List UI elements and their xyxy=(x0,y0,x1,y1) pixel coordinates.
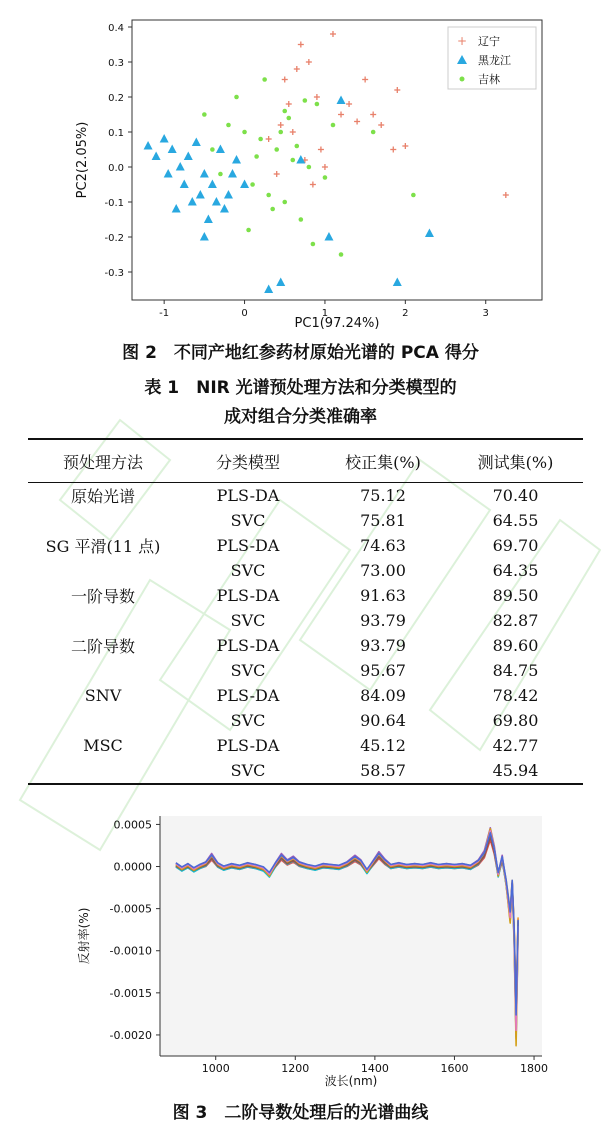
cell-method: 原始光谱 xyxy=(70,487,135,506)
point-jilin xyxy=(254,154,259,159)
cell-calibration: 91.63 xyxy=(360,586,406,605)
cell-model: SVC xyxy=(230,511,266,530)
point-heilongjiang xyxy=(196,190,205,199)
point-liaoning xyxy=(330,31,336,37)
cell-calibration: 90.64 xyxy=(360,711,406,730)
y-tick-label: -0.0020 xyxy=(109,1028,152,1042)
figure-2-caption: 图 2 不同产地红参药材原始光谱的 PCA 得分 xyxy=(122,343,479,363)
x-tick-label: 1000 xyxy=(201,1062,230,1075)
cell-test: 84.75 xyxy=(492,661,539,680)
y-tick-label: -0.3 xyxy=(104,268,124,279)
point-jilin xyxy=(246,228,251,233)
point-heilongjiang xyxy=(184,152,193,161)
point-jilin xyxy=(202,112,207,117)
point-heilongjiang xyxy=(216,145,225,154)
point-heilongjiang xyxy=(208,180,217,189)
table-row xyxy=(28,733,583,758)
cell-calibration: 93.79 xyxy=(360,636,406,655)
point-heilongjiang xyxy=(176,162,185,171)
point-heilongjiang xyxy=(224,190,233,199)
point-liaoning xyxy=(346,101,352,107)
point-liaoning xyxy=(282,77,288,83)
point-liaoning xyxy=(362,77,368,83)
x-tick-label: 1600 xyxy=(440,1062,469,1075)
point-liaoning xyxy=(290,129,296,135)
cell-model: PLS-DA xyxy=(216,736,280,755)
point-jilin xyxy=(315,102,320,107)
table-row xyxy=(28,758,583,783)
cell-calibration: 75.12 xyxy=(360,486,406,505)
point-heilongjiang xyxy=(337,96,346,105)
cell-calibration: 95.67 xyxy=(360,661,406,680)
point-heilongjiang xyxy=(160,134,169,143)
point-heilongjiang xyxy=(276,278,285,287)
table-row xyxy=(28,558,583,583)
cell-method: SG 平滑(11 点) xyxy=(45,537,161,556)
point-liaoning xyxy=(402,143,408,149)
point-heilongjiang xyxy=(324,232,333,241)
cell-test: 82.87 xyxy=(492,611,539,630)
point-jilin xyxy=(258,137,263,142)
point-jilin xyxy=(323,175,328,180)
point-jilin xyxy=(371,130,376,135)
cell-test: 64.35 xyxy=(492,561,539,580)
cell-calibration: 73.00 xyxy=(360,561,406,580)
table-row xyxy=(28,608,583,633)
figure-3-caption: 图 3 二阶导数处理后的光谱曲线 xyxy=(172,1103,429,1123)
cell-method: 二阶导数 xyxy=(70,637,135,656)
cell-method: SNV xyxy=(84,686,122,705)
point-jilin xyxy=(331,123,336,128)
point-liaoning xyxy=(370,112,376,118)
header-test: 测试集(%) xyxy=(477,452,554,472)
y-tick-label: 0.4 xyxy=(108,23,124,34)
cell-calibration: 45.12 xyxy=(360,736,406,755)
point-liaoning xyxy=(390,147,396,153)
cell-method: 一阶导数 xyxy=(70,587,135,606)
point-jilin xyxy=(299,217,304,222)
cell-test: 45.94 xyxy=(492,761,539,780)
legend-item-liaoning xyxy=(457,34,500,48)
y-tick-label: 0.2 xyxy=(108,93,124,104)
point-jilin xyxy=(218,172,223,177)
cell-model: SVC xyxy=(230,561,266,580)
cell-model: PLS-DA xyxy=(216,636,280,655)
cell-test: 69.80 xyxy=(492,711,539,730)
point-heilongjiang xyxy=(393,278,402,287)
point-liaoning xyxy=(338,112,344,118)
cell-test: 70.40 xyxy=(492,486,539,505)
cell-model: SVC xyxy=(230,711,266,730)
y-tick-label: 0.3 xyxy=(108,58,124,69)
table-1-title-line1: 表 1 NIR 光谱预处理方法和分类模型的 xyxy=(144,378,457,398)
y-axis-label: PC2(2.05%) xyxy=(75,121,90,199)
point-jilin xyxy=(303,98,308,103)
point-heilongjiang xyxy=(200,232,209,241)
table-header-row xyxy=(28,440,583,482)
x-axis-label: 波长(nm) xyxy=(324,1074,378,1088)
point-jilin xyxy=(307,165,312,170)
x-axis-label: PC1(97.24%) xyxy=(294,316,380,331)
point-jilin xyxy=(242,130,247,135)
point-heilongjiang xyxy=(212,197,221,206)
cell-method xyxy=(28,658,178,683)
point-jilin xyxy=(262,77,267,82)
point-liaoning xyxy=(354,119,360,125)
table-row xyxy=(28,708,583,733)
cell-calibration: 75.81 xyxy=(360,511,406,530)
x-tick-label: 1800 xyxy=(520,1062,549,1075)
cell-model: SVC xyxy=(230,611,266,630)
svg-text:吉林: 吉林 xyxy=(478,73,500,86)
table-bottom-rule xyxy=(28,783,583,785)
x-tick-label: 1 xyxy=(321,308,329,319)
y-axis-label: 反射率(%) xyxy=(77,907,91,965)
table-row xyxy=(28,633,583,658)
cell-calibration: 84.09 xyxy=(360,686,406,705)
pca-score-plot xyxy=(70,15,550,335)
point-jilin xyxy=(311,242,316,247)
table-row xyxy=(28,658,583,683)
cell-model: PLS-DA xyxy=(216,686,280,705)
x-tick-label: 0 xyxy=(241,308,248,319)
table-row xyxy=(28,483,583,508)
point-liaoning xyxy=(266,136,272,142)
point-jilin xyxy=(282,109,287,114)
point-heilongjiang xyxy=(232,155,241,164)
x-tick-label: -1 xyxy=(159,308,170,319)
y-tick-label: -0.0005 xyxy=(109,902,152,916)
table-row xyxy=(28,583,583,608)
point-liaoning xyxy=(314,94,320,100)
point-liaoning xyxy=(286,101,292,107)
svg-text:+: + xyxy=(456,34,468,48)
cell-method xyxy=(28,708,178,733)
cell-calibration: 58.57 xyxy=(360,761,406,780)
point-heilongjiang xyxy=(180,180,189,189)
point-heilongjiang xyxy=(168,145,177,154)
y-tick-label: 0.0 xyxy=(108,163,124,174)
point-heilongjiang xyxy=(188,197,197,206)
cell-method xyxy=(28,508,178,533)
y-tick-label: -0.2 xyxy=(104,233,124,244)
point-jilin xyxy=(411,193,416,198)
point-heilongjiang xyxy=(220,204,229,213)
point-heilongjiang xyxy=(264,285,273,294)
x-tick-label: 2 xyxy=(402,308,409,319)
cell-model: PLS-DA xyxy=(216,586,280,605)
cell-calibration: 74.63 xyxy=(360,536,406,555)
cell-model: SVC xyxy=(230,661,266,680)
cell-test: 64.55 xyxy=(492,511,539,530)
cell-test: 78.42 xyxy=(492,686,539,705)
x-tick-label: 3 xyxy=(482,308,489,319)
point-liaoning xyxy=(394,87,400,93)
point-heilongjiang xyxy=(425,229,434,238)
point-liaoning xyxy=(318,147,324,153)
point-jilin xyxy=(286,116,291,121)
point-liaoning xyxy=(298,42,304,48)
y-tick-label: -0.0015 xyxy=(109,986,152,1000)
point-liaoning xyxy=(322,164,328,170)
cell-method xyxy=(28,608,178,633)
header-model: 分类模型 xyxy=(215,452,280,472)
y-tick-label: 0.0005 xyxy=(113,818,152,832)
point-heilongjiang xyxy=(152,152,161,161)
point-liaoning xyxy=(278,122,284,128)
cell-model: PLS-DA xyxy=(216,536,280,555)
point-heilongjiang xyxy=(296,155,305,164)
point-jilin xyxy=(278,130,283,135)
point-liaoning xyxy=(294,66,300,72)
table-row xyxy=(28,508,583,533)
point-heilongjiang xyxy=(240,180,249,189)
table-row xyxy=(28,533,583,558)
cell-test: 42.77 xyxy=(492,736,539,755)
point-liaoning xyxy=(310,182,316,188)
y-tick-label: 0.0000 xyxy=(113,860,152,874)
cell-test: 89.60 xyxy=(492,636,539,655)
header-calibration: 校正集(%) xyxy=(345,452,421,472)
point-heilongjiang xyxy=(204,215,213,224)
header-method: 预处理方法 xyxy=(62,452,143,472)
point-liaoning xyxy=(274,171,280,177)
point-heilongjiang xyxy=(172,204,181,213)
cell-method xyxy=(28,758,178,783)
point-liaoning xyxy=(306,59,312,65)
point-jilin xyxy=(266,193,271,198)
table-1-title-line2: 成对组合分类准确率 xyxy=(224,407,377,427)
point-jilin xyxy=(210,147,215,152)
point-heilongjiang xyxy=(200,169,209,178)
point-heilongjiang xyxy=(144,141,153,150)
point-jilin xyxy=(282,200,287,205)
point-heilongjiang xyxy=(192,138,201,147)
point-jilin xyxy=(270,207,275,212)
cell-method: MSC xyxy=(83,736,123,755)
y-tick-label: -0.1 xyxy=(104,198,124,209)
point-heilongjiang xyxy=(164,169,173,178)
x-tick-label: 1400 xyxy=(360,1062,389,1075)
svg-text:黑龙江: 黑龙江 xyxy=(478,54,511,67)
point-jilin xyxy=(274,147,279,152)
point-liaoning xyxy=(378,122,384,128)
cell-test: 89.50 xyxy=(492,586,539,605)
cell-model: PLS-DA xyxy=(216,486,280,505)
legend xyxy=(448,27,536,89)
point-heilongjiang xyxy=(228,169,237,178)
point-jilin xyxy=(295,144,300,149)
y-tick-label: 0.1 xyxy=(108,128,124,139)
cell-method xyxy=(28,558,178,583)
cell-calibration: 93.79 xyxy=(360,611,406,630)
second-derivative-spectra-plot xyxy=(70,808,550,1093)
table-row xyxy=(28,683,583,708)
point-jilin xyxy=(226,123,231,128)
point-liaoning xyxy=(503,192,509,198)
point-jilin xyxy=(339,252,344,257)
point-jilin xyxy=(290,158,295,163)
cell-model: SVC xyxy=(230,761,266,780)
svg-text:辽宁: 辽宁 xyxy=(478,35,500,48)
x-tick-label: 1200 xyxy=(281,1062,310,1075)
table-1 xyxy=(28,438,583,785)
point-jilin xyxy=(250,182,255,187)
cell-test: 69.70 xyxy=(492,536,539,555)
y-tick-label: -0.0010 xyxy=(109,944,152,958)
point-jilin xyxy=(234,95,239,100)
